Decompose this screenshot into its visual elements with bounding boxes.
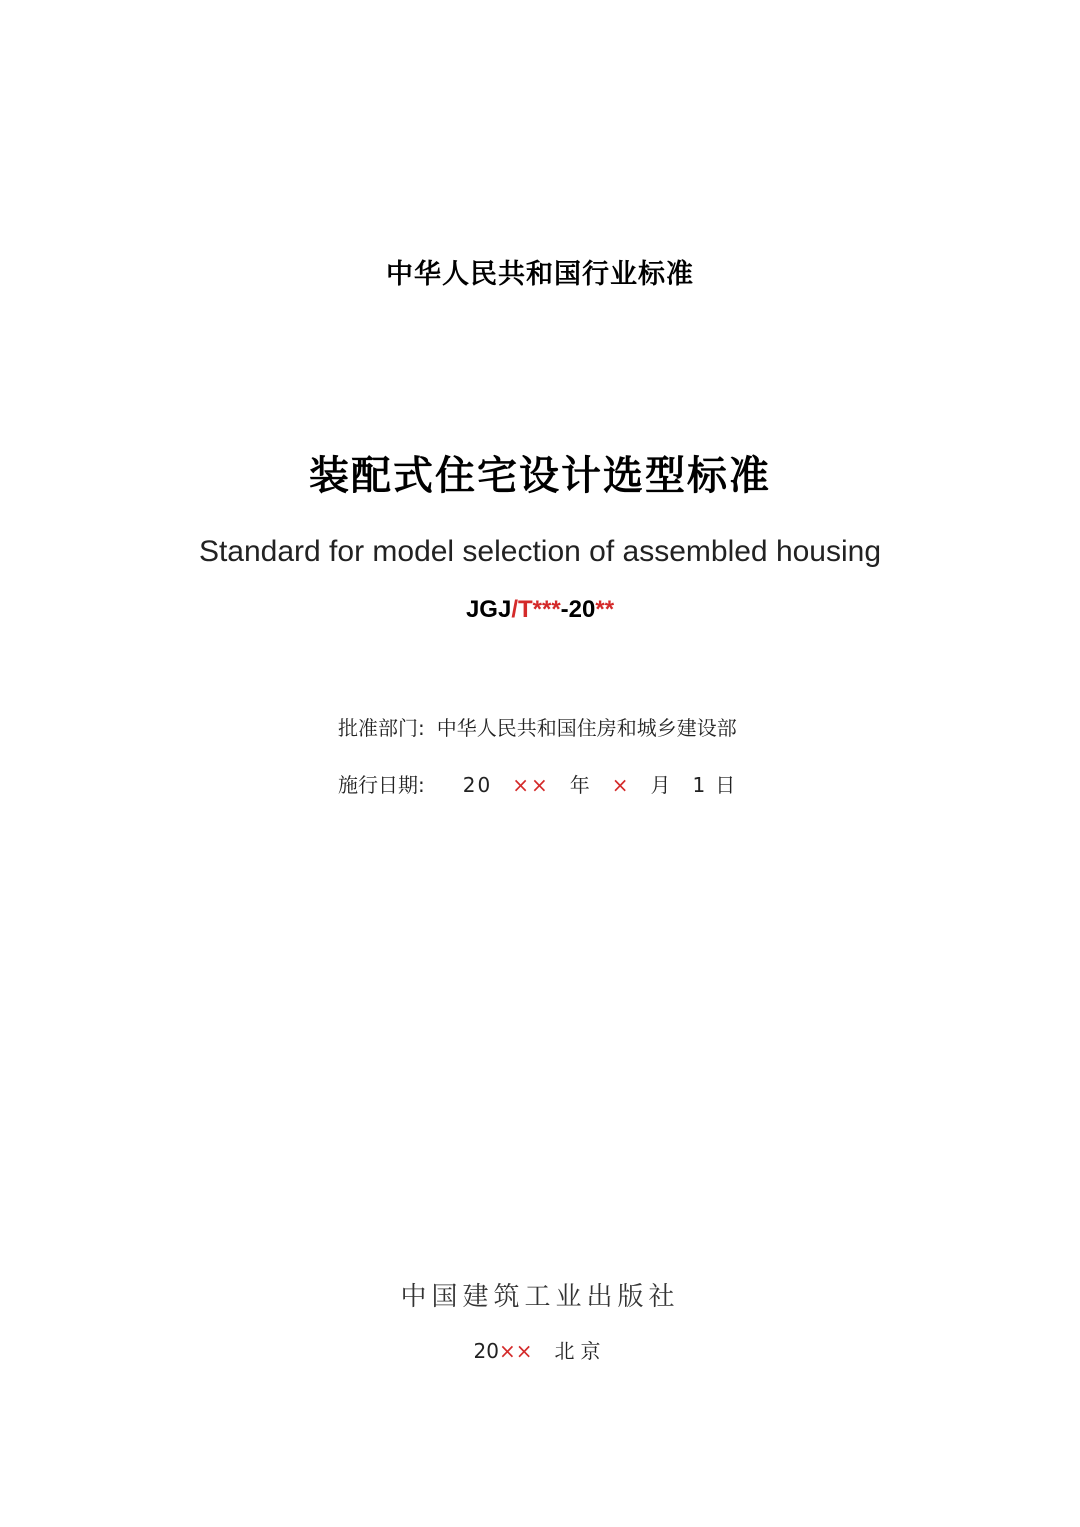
- title-english: Standard for model selection of assembled housing: [198, 535, 882, 568]
- standard-code: [0, 596, 1080, 624]
- effective-date-value: [463, 773, 737, 797]
- effective-day: 1: [692, 773, 708, 797]
- year-char: 年: [569, 773, 592, 797]
- approval-value: 中华人民共和国住房和城乡建设部: [436, 716, 737, 740]
- approval-label: 批准部门:: [338, 716, 425, 740]
- publication-year-suffix: ××: [498, 1339, 533, 1363]
- approval-line: [338, 712, 737, 741]
- code-prefix: JGJ: [465, 596, 512, 623]
- code-year-suffix: **: [595, 596, 615, 623]
- month-char: 月: [650, 773, 673, 797]
- publication-city: 北京: [554, 1339, 607, 1363]
- effective-month: ×: [611, 773, 631, 797]
- publication-year-prefix: 20: [473, 1339, 499, 1363]
- code-year: -20: [560, 596, 596, 623]
- issuer-heading: 中华人民共和国行业标准: [386, 259, 694, 290]
- effective-year-suffix: ××: [512, 773, 550, 797]
- code-number: ***: [532, 596, 561, 623]
- effective-label: 施行日期:: [338, 773, 425, 797]
- day-char: 日: [715, 773, 738, 797]
- effective-date-line: [338, 769, 737, 798]
- publisher-name: 中国建筑工业出版社: [400, 1282, 680, 1312]
- code-series: /T: [511, 596, 533, 623]
- title-chinese: 装配式住宅设计选型标准: [309, 453, 771, 499]
- effective-year-prefix: 20: [462, 773, 493, 797]
- publication-place: [0, 1335, 1080, 1364]
